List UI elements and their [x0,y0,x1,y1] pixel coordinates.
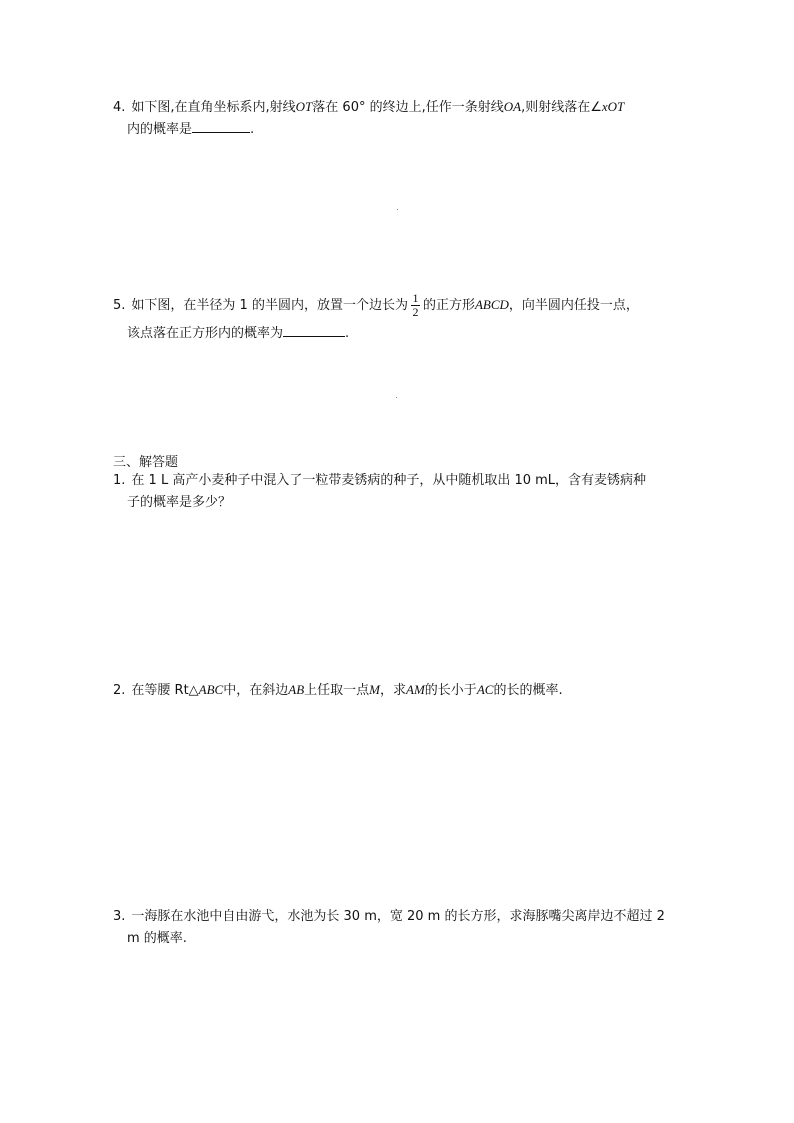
question-5-line-2: 该点落在正方形内的概率为 . [127,326,350,341]
figure-placeholder-dot [397,209,398,210]
answer-blank [283,326,345,337]
question-5 [113,288,713,345]
answer-question-2: 2. 在等腰 Rt△ABC中，在斜边AB上任取一点M，求AM的长小于AC的长的概率. [113,682,563,698]
question-4-line-1: 4. 如下图,在直角坐标系内,射线OT落在 60° 的终边上,任作一条射线OA,则射线落在∠xOT [113,99,625,115]
answer-question-3-line-1: 3. 一海豚在水池中自由游弋，水池为长 30 m，宽 20 m 的长方形，求海豚嘴尖离岸边不超过 2 [113,909,665,924]
answer-question-1-line-2: 子的概率是多少？ [127,495,232,510]
question-number: 5. [113,298,126,313]
question-number: 3. [113,909,126,924]
fraction-one-half: $\frac{1}{2}$ [412,291,419,319]
section-heading: 三、解答题 [113,455,179,470]
answer-question-3 [113,906,713,950]
question-number: 4. [113,100,126,115]
figure-placeholder-dot [396,397,397,398]
question-5-line-1: 5. 如下图，在半径为 1 的半圆内，放置一个边长为 $\frac{1}{2}$ 的正方形ABCD，向半圆内任投一点， [113,291,639,319]
answer-blank [192,122,250,133]
answer-question-1 [113,470,713,514]
answer-question-3-line-2: m 的概率. [127,931,187,946]
question-4 [113,96,693,141]
question-number: 2. [113,683,126,698]
answer-question-1-line-1: 1. 在 1 L 高产小麦种子中混入了一粒带麦锈病的种子，从中随机取出 10 mL，含有麦锈病种 [113,473,647,488]
question-number: 1. [113,473,126,488]
question-4-line-2: 内的概率是 . [127,122,255,137]
